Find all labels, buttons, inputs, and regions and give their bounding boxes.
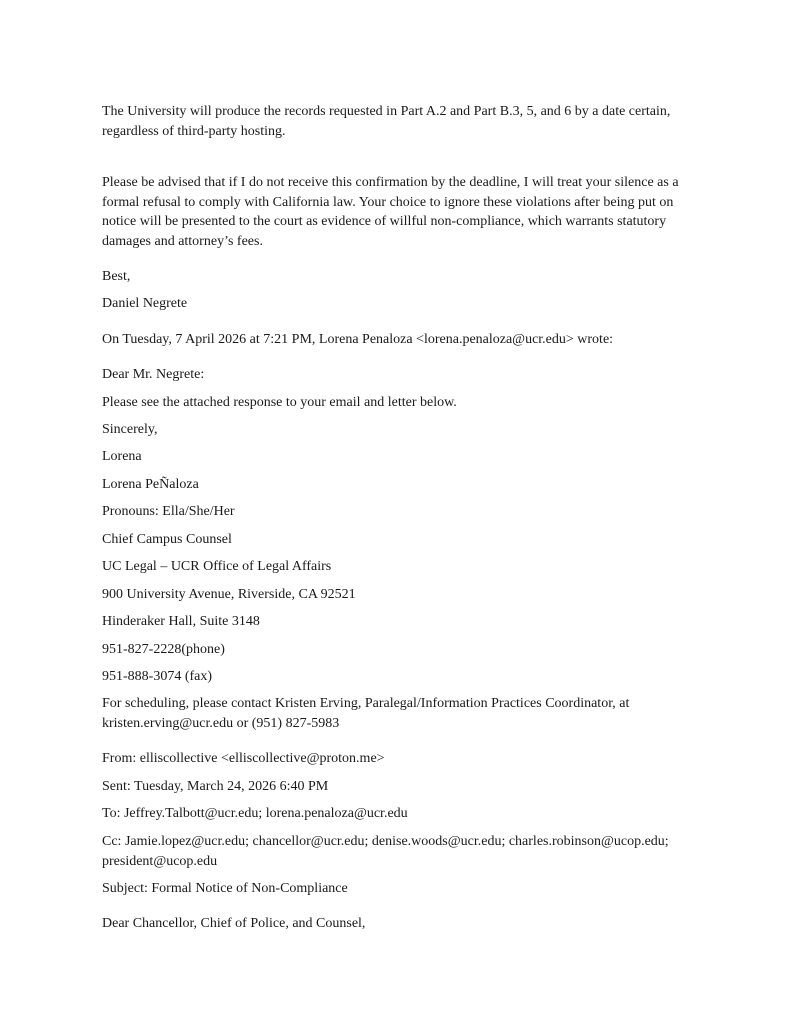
signature-fax: 951-888-3074 (fax) [102,669,213,684]
forwarded-from: From: elliscollective <elliscollective@proton.me> [102,751,385,766]
forwarded-greeting: Dear Chancellor, Chief of Police, and Counsel, [102,916,366,931]
forwarded-to: To: Jeffrey.Talbott@ucr.edu; lorena.penaloza@ucr.edu [102,806,408,821]
signature-address-suite: Hinderaker Hall, Suite 3148 [102,614,260,629]
sender-name: Daniel Negrete [102,296,188,311]
signature-phone: 951-827-2228(phone) [102,642,225,657]
reply-first-name: Lorena [102,449,142,464]
paragraph-notice-warning: Please be advised that if I do not receive this confirmation by the deadline, I will treat your silence as a formal refusal to comply with California law. Your choice to ignore these violations after being put on notice will be presented to the court as evidence of willful non-compliance, which warrants statutory damages and attorney’s fees. [102,175,679,249]
signature-title: Chief Campus Counsel [102,532,232,547]
forwarded-sent: Sent: Tuesday, March 24, 2026 6:40 PM [102,779,329,794]
signature-name: Lorena PeÑaloza [102,477,199,492]
reply-closing: Sincerely, [102,422,158,437]
forwarded-subject: Subject: Formal Notice of Non-Compliance [102,881,348,896]
paragraph-production-demand: The University will produce the records requested in Part A.2 and Part B.3, 5, and 6 by a date certain, regardless of third-party hosting. [102,104,671,139]
reply-salutation: Dear Mr. Negrete: [102,367,205,382]
signature-address-street: 900 University Avenue, Riverside, CA 92521 [102,587,356,602]
reply-body: Please see the attached response to your email and letter below. [102,395,457,410]
quoted-email-header: On Tuesday, 7 April 2026 at 7:21 PM, Lorena Penaloza <lorena.penaloza@ucr.edu> wrote: [102,332,614,347]
closing-best: Best, [102,269,131,284]
forwarded-cc: Cc: Jamie.lopez@ucr.edu; chancellor@ucr.edu; denise.woods@ucr.edu; charles.robinson@ucop.edu; president@ucop.edu [102,834,669,869]
signature-office: UC Legal – UCR Office of Legal Affairs [102,559,332,574]
signature-scheduling-note: For scheduling, please contact Kristen Erving, Paralegal/Information Practices Coordinator, at kristen.erving@ucr.edu or (951) 827-5983 [102,696,630,731]
signature-pronouns: Pronouns: Ella/She/Her [102,504,235,519]
